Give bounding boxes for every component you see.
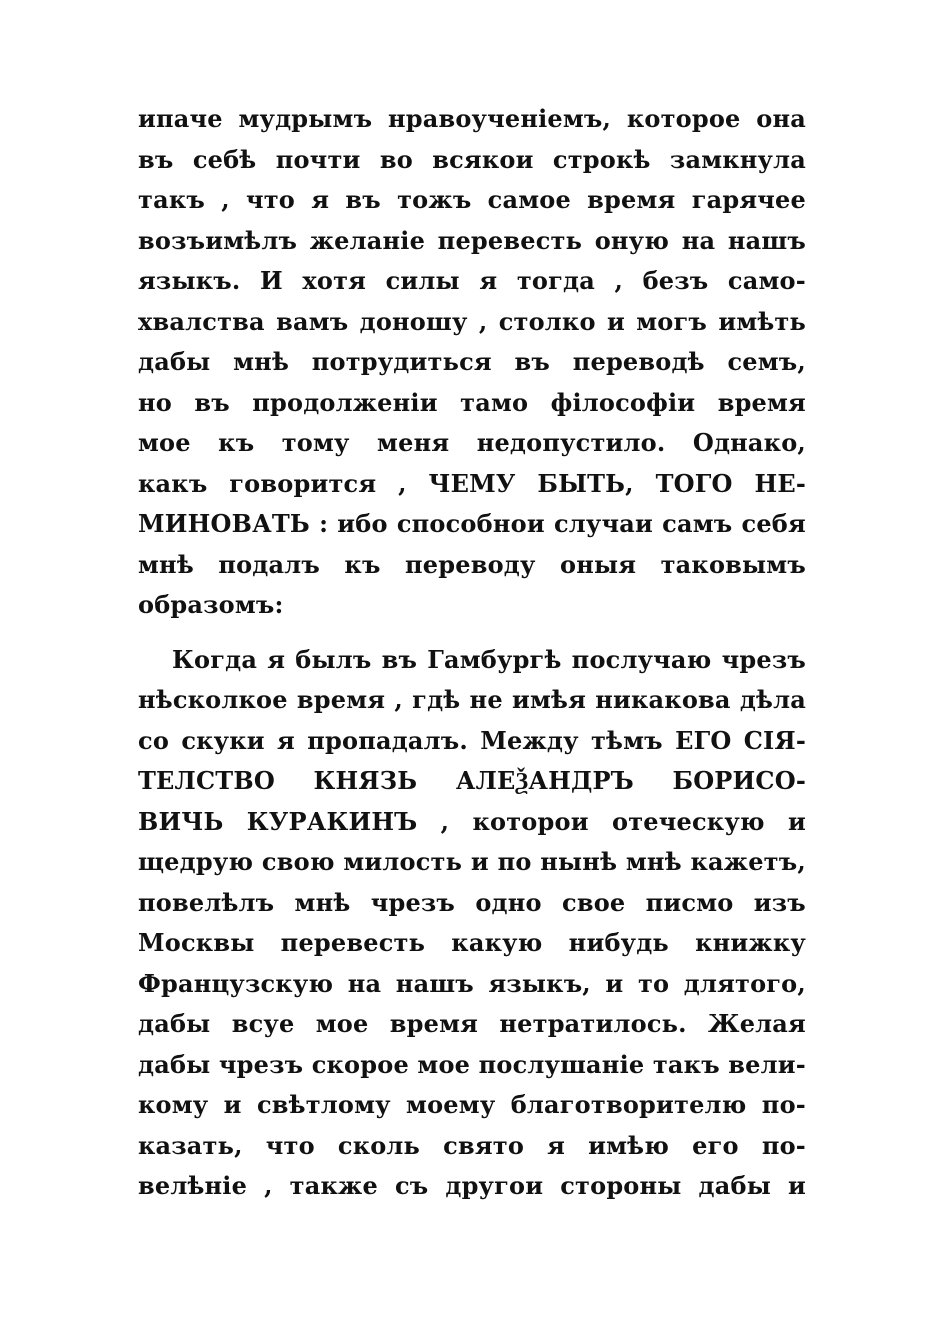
- word: одно: [475, 887, 542, 917]
- word: кажетъ,: [690, 847, 806, 876]
- word: меня: [377, 428, 450, 457]
- word: милость: [343, 847, 463, 876]
- word: говорится: [229, 468, 377, 498]
- word: я: [277, 725, 295, 755]
- word: мнѣ: [294, 887, 351, 917]
- word: мнѣ: [233, 347, 290, 376]
- word: свято: [443, 1130, 525, 1160]
- word: въ: [514, 347, 551, 376]
- text-line: [138, 680, 806, 721]
- text-line: [138, 1126, 806, 1167]
- word: гарячее: [691, 185, 806, 214]
- word: мое: [417, 1049, 471, 1079]
- word: я: [547, 1130, 566, 1160]
- text-line: [138, 1004, 806, 1045]
- word: замкнула: [669, 144, 806, 174]
- word: въ: [138, 144, 174, 174]
- word: кому: [138, 1090, 209, 1119]
- word: АЛЕѮАНДРЪ: [455, 766, 634, 795]
- word: дабы: [138, 1049, 211, 1079]
- word: имѣя: [511, 685, 587, 714]
- word: способнои: [396, 509, 545, 538]
- word: его: [692, 1130, 739, 1160]
- word: ибо: [337, 509, 388, 538]
- word: въ: [381, 644, 418, 674]
- word: языкъ,: [488, 968, 591, 998]
- word: філософіи: [550, 387, 696, 417]
- word: свѣтлому: [256, 1090, 391, 1119]
- word: и: [223, 1090, 242, 1119]
- word: почти: [275, 144, 361, 174]
- word: по: [497, 847, 532, 876]
- word: велѣніе: [138, 1171, 248, 1200]
- text-line: [138, 1166, 806, 1207]
- word: дабы: [138, 1009, 211, 1038]
- text-line: [138, 842, 806, 883]
- word: переводу: [405, 549, 536, 579]
- word: моему: [406, 1090, 496, 1119]
- word: дабы: [138, 347, 211, 376]
- word: и: [605, 968, 624, 998]
- word: время: [389, 1009, 479, 1038]
- word: къ: [344, 549, 381, 579]
- text-line: [138, 585, 806, 626]
- word: всякои: [432, 144, 534, 174]
- word: съ: [394, 1171, 429, 1200]
- text-line: [138, 342, 806, 383]
- word: себя: [741, 509, 806, 538]
- word: дабы: [698, 1171, 771, 1200]
- word: свою: [261, 847, 335, 876]
- word: ,: [614, 266, 624, 295]
- word: тожъ: [397, 185, 472, 214]
- text-line: [138, 221, 806, 262]
- word: перевесть: [280, 928, 426, 957]
- word: вели-: [728, 1049, 806, 1079]
- text-line: [138, 99, 806, 140]
- word: хотя: [302, 266, 367, 295]
- word: нашъ: [395, 968, 474, 998]
- word: языкъ.: [138, 266, 241, 295]
- text-line: [138, 261, 806, 302]
- word: такъ: [652, 1049, 720, 1079]
- word: къ: [218, 428, 255, 457]
- word: ,: [398, 468, 407, 498]
- word: подалъ: [218, 549, 320, 579]
- word: случаи: [553, 509, 653, 538]
- word: какую: [451, 928, 543, 957]
- word: нетратилось.: [499, 1009, 687, 1038]
- word: и: [470, 847, 489, 876]
- word: какъ: [138, 468, 208, 498]
- word: она: [756, 104, 806, 133]
- word: я: [267, 644, 286, 674]
- word: тому: [281, 428, 350, 457]
- word: въ: [194, 387, 230, 417]
- word: нравоученіемъ,: [387, 104, 612, 133]
- word: КУРАКИНЪ: [246, 806, 418, 836]
- word: щедрую: [138, 847, 254, 876]
- word: которои: [472, 806, 589, 836]
- word: ТЕЛСТВО: [138, 766, 275, 795]
- word: ЧЕМУ: [428, 468, 516, 498]
- word: во: [379, 144, 413, 174]
- word: СІЯ-: [743, 725, 806, 755]
- word: строкѣ: [552, 144, 651, 174]
- text-line: [138, 1045, 806, 1086]
- word: семъ,: [727, 347, 806, 376]
- text-line: [138, 802, 806, 843]
- word: послучаю: [571, 644, 712, 674]
- word: ,: [221, 185, 230, 214]
- text-line: [138, 423, 806, 464]
- word: нашъ: [727, 225, 806, 255]
- text-line: [138, 964, 806, 1005]
- word: казать,: [138, 1130, 243, 1160]
- word: таковымъ: [660, 549, 806, 579]
- word: на: [681, 225, 716, 255]
- text-line: [138, 504, 806, 545]
- word: БОРИСО-: [672, 766, 806, 795]
- paragraph: [138, 640, 806, 1207]
- word: былъ: [295, 644, 372, 674]
- text-line: [138, 140, 806, 181]
- word: въ: [345, 185, 381, 214]
- word: тѣмъ: [590, 725, 663, 755]
- word: что: [265, 1130, 315, 1160]
- word: Однако,: [692, 428, 806, 457]
- word: то: [637, 968, 670, 998]
- text-line: [138, 383, 806, 424]
- word: мудрымъ: [238, 104, 373, 133]
- word: тогда: [516, 266, 595, 295]
- word: хвалства: [138, 306, 265, 336]
- word: я: [311, 185, 330, 214]
- word: нѣсколкое: [138, 685, 288, 714]
- word: свое: [562, 887, 626, 917]
- word: всуе: [231, 1009, 295, 1038]
- word: ,: [264, 1171, 273, 1200]
- text-line: [138, 761, 806, 802]
- word: что: [245, 185, 296, 214]
- word: ,: [478, 306, 488, 336]
- word: оныя: [559, 549, 637, 579]
- text-line: [138, 1085, 806, 1126]
- word: мое: [315, 1009, 369, 1038]
- word: гдѣ: [412, 685, 461, 714]
- word: и: [787, 1171, 806, 1200]
- word: самъ: [662, 509, 733, 538]
- word: нынѣ: [540, 847, 618, 876]
- word: но: [138, 387, 172, 417]
- word: дѣла: [739, 685, 806, 714]
- text-line: [138, 545, 806, 586]
- word: безъ: [642, 266, 709, 295]
- word: также: [289, 1171, 378, 1200]
- word: и: [606, 306, 625, 336]
- word: писмо: [645, 887, 734, 917]
- word: благотворителю: [510, 1090, 747, 1119]
- word: нибудь: [568, 928, 669, 957]
- word: доношу: [359, 306, 468, 336]
- word: желаніе: [309, 225, 426, 255]
- word: я: [479, 266, 498, 295]
- text-line: [138, 302, 806, 343]
- word: послушаніе: [478, 1049, 645, 1079]
- text-line: [138, 883, 806, 924]
- word: БЫТЬ,: [537, 468, 634, 498]
- word: потрудиться: [311, 347, 492, 376]
- text-line: [138, 721, 806, 762]
- word: :: [319, 509, 329, 538]
- word: скуки: [181, 725, 265, 755]
- word: чрезъ: [370, 887, 456, 917]
- word: мнѣ: [138, 549, 194, 579]
- word: имѣю: [588, 1130, 670, 1160]
- word: которое: [626, 104, 741, 133]
- word: ЕГО: [675, 725, 732, 755]
- word: Желая: [708, 1009, 806, 1038]
- word: ВИЧЬ: [138, 806, 224, 836]
- word: ,: [394, 685, 403, 714]
- word: никакова: [595, 685, 731, 714]
- word: мнѣ: [625, 847, 682, 876]
- word: со: [138, 725, 170, 755]
- word: время: [717, 387, 806, 417]
- word: ,: [440, 806, 450, 836]
- word: не: [469, 685, 503, 714]
- word: И: [259, 266, 283, 295]
- word: могъ: [636, 306, 708, 336]
- text-line: [138, 180, 806, 221]
- body-text: [138, 99, 806, 1207]
- text-line: [138, 464, 806, 505]
- word: переводѣ: [572, 347, 705, 376]
- word: другои: [445, 1171, 544, 1200]
- word: чрезъ: [218, 1049, 304, 1079]
- word: скорое: [311, 1049, 409, 1079]
- word: тамо: [460, 387, 529, 417]
- word: по-: [761, 1090, 806, 1119]
- word: себѣ: [192, 144, 257, 174]
- word: силы: [385, 266, 460, 295]
- word: имѣть: [718, 306, 806, 336]
- word: Французскую: [138, 968, 334, 998]
- word: чрезъ: [721, 644, 806, 674]
- word: и: [787, 806, 806, 836]
- word: по-: [761, 1130, 806, 1160]
- word: самое: [487, 185, 571, 214]
- word: сколь: [337, 1130, 421, 1160]
- paragraph-gap: [138, 626, 806, 640]
- word: столко: [498, 306, 596, 336]
- word: вамъ: [276, 306, 349, 336]
- word: ТОГО: [655, 468, 733, 498]
- word: ипаче: [138, 104, 223, 133]
- word: такъ: [138, 185, 205, 214]
- word: само-: [727, 266, 806, 295]
- word: повелѣлъ: [138, 887, 275, 917]
- word: перевесть: [437, 225, 583, 255]
- word: стороны: [560, 1171, 682, 1200]
- text-line: [138, 923, 806, 964]
- word: образомъ:: [138, 590, 284, 619]
- word: Гамбургѣ: [427, 644, 562, 674]
- word: время: [587, 185, 676, 214]
- word: КНЯЗЬ: [313, 766, 418, 795]
- word: книжку: [695, 928, 806, 957]
- word: время: [296, 685, 386, 714]
- word: Москвы: [138, 928, 255, 957]
- word: недопустило.: [476, 428, 666, 457]
- paragraph: [138, 99, 806, 626]
- word: оную: [594, 225, 670, 255]
- word: изъ: [753, 887, 806, 917]
- word: мое: [138, 428, 191, 457]
- word: Когда: [172, 644, 258, 674]
- text-line: [138, 640, 806, 681]
- word: НЕ-: [754, 468, 806, 498]
- word: МИНОВАТЬ: [138, 509, 310, 538]
- word: на: [347, 968, 382, 998]
- word: возъимѣлъ: [138, 225, 298, 255]
- word: продолженіи: [252, 387, 438, 417]
- word: Между: [480, 725, 579, 755]
- word: длятого,: [683, 968, 806, 998]
- word: отеческую: [611, 806, 765, 836]
- word: пропадалъ.: [307, 725, 468, 755]
